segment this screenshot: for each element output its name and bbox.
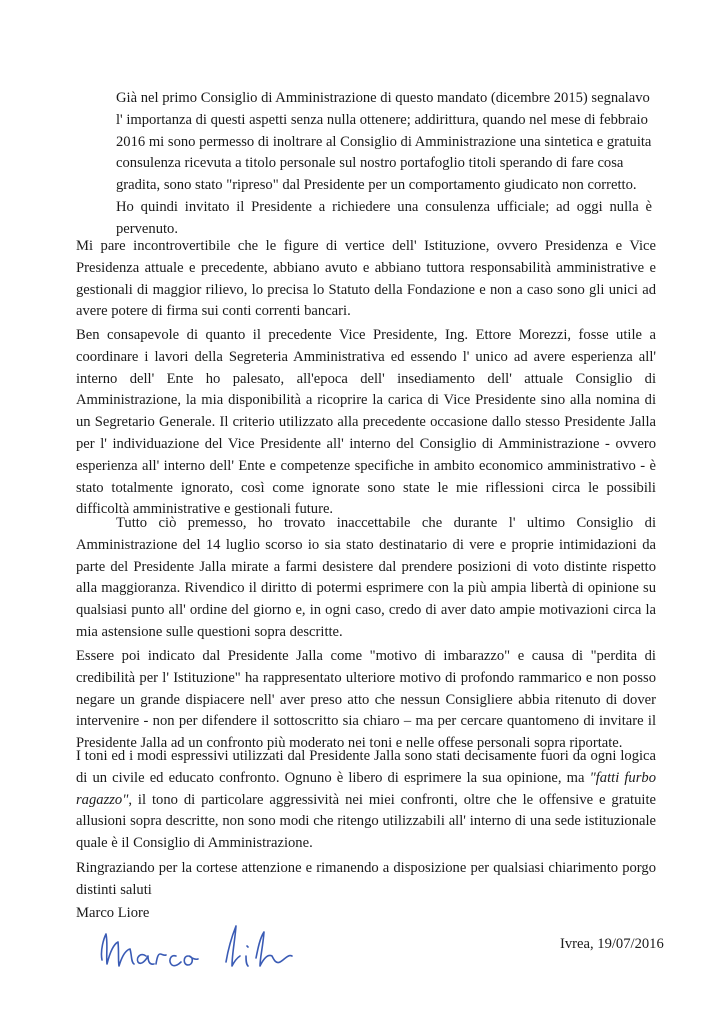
paragraph-5: Essere poi indicato dal Presidente Jalla come "motivo di imbarazzo" e causa di "perdita di credibilità per l' Istituzione" ha rappresentato ulteriore motivo di profondo rammarico e non posso negare un grande dispiacere nell' aver preso atto che nessun Consigliere abbia ritenuto di dover intervenire - non per difendere il sottoscritto sia chiaro – ma per cercare quantomeno di invitare il Presidente Jalla ad un confronto più moderato nei toni e nelle offese personali sopra riportate. [76,648,656,752]
paragraph-1-main: Già nel primo Consiglio di Amministrazione di questo mandato (dicembre 2015) segnalavo l' importanza di questi aspetti senza nulla ottenere; addirittura, quando nel mese di febbraio 2016 mi sono permesso di inoltrare al Consiglio di Amministrazione una sintetica e gratuita consulenza ricevuta a titolo personale sul nostro portafoglio titoli sperando di fare cosa gradita, sono stato "ripreso" dal Presidente per un comportamento giudicato non corretto. [116,90,652,194]
signature-stroke-m [101,934,134,966]
signature-stroke-o [184,956,198,965]
paragraph-6-end: , il tono di particolare aggressività nei miei confronti, oltre che le offensive e gratuite allusioni sopra descritte, non sono modi che ritengo utilizzabili all' interno di una sede istituzionale quale è il Consiglio di Amministrazione. [76,791,656,852]
signature-stroke-r [156,954,166,964]
handwritten-signature [88,912,308,992]
place-and-date: Ivrea, 19/07/2016 [560,936,664,952]
paragraph-1 [116,88,652,241]
paragraph-4: Tutto ciò premesso, ho trovato inaccettabile che durante l' ultimo Consiglio di Amministrazione del 14 luglio scorso io sia stato destinatario di vere e proprie intimidazioni da parte del Presidente Jalla mirate a farmi desistere dal prendere posizioni di voto distinte rispetto alla maggioranza. Rivendico il diritto di potermi esprimere con la più ampia libertà di opinione su qualsiasi punto all' ordine del giorno e, in ogni caso, credo di aver dato ampie motivazioni circa la mia astensione sulle questioni sopra descritte. [76,515,656,640]
signature-stroke-ore [256,932,292,966]
paragraph-1-followup: Ho quindi invitato il Presidente a richiedere una consulenza ufficiale; ad oggi nulla è pervenuto. [116,198,652,237]
signature-stroke-l [226,926,240,966]
signature-stroke-i [246,946,248,966]
paragraph-6 [76,746,656,855]
paragraph-3: Ben consapevole di quanto il precedente Vice Presidente, Ing. Ettore Morezzi, fosse utile a coordinare i lavori della Segreteria Amministrativa ed essendo l' unico ad avere esperienza all' interno dell' Ente ho palesato, all'epoca dell' insediamento dell' attuale Consiglio di Amministrazione, la mia disponibilità a ricoprire la carica di Vice Presidente sino alla nomina di un Segretario Generale. Il criterio utilizzato alla precedente occasione dallo stesso Presidente Jalla per l' individuazione del Vice Presidente all' interno del Consiglio di Amministrazione - ovvero esperienza all' interno dell' Ente e competenze specifiche in ambito economico amministrativo - è stato totalmente ignorato, così come ignorate sono state le mie riflessioni circa le possibili difficoltà amministrative e gestionali future. [76,327,656,518]
paragraph-2: Mi pare incontrovertibile che le figure di vertice dell' Istituzione, ovvero Presidenza e Vice Presidenza attuale e precedente, abbiano avuto e abbiano tuttora responsabilità amministrative e gestionali di maggior rilievo, lo precisa lo Statuto della Fondazione e non a caso sono gli unici ad avere potere di firma sui conti correnti bancari. [76,238,656,320]
quoted-phrase: "fatti furbo ragazzo" [76,769,656,808]
paragraph-6-start: I toni ed i modi espressivi utilizzati dal Presidente Jalla sono stati decisamente fuori da ogni logica di un civile ed educato confronto. Ognuno è libero di esprimere la sua opinione, ma [76,748,656,786]
signature-stroke-a [137,955,154,965]
closing-paragraph: Ringraziando per la cortese attenzione e rimanendo a disposizione per qualsiasi chiarimento porgo distinti saluti [76,860,656,898]
signer-name: Marco Liore [76,905,150,921]
signature-stroke-c [170,956,181,966]
